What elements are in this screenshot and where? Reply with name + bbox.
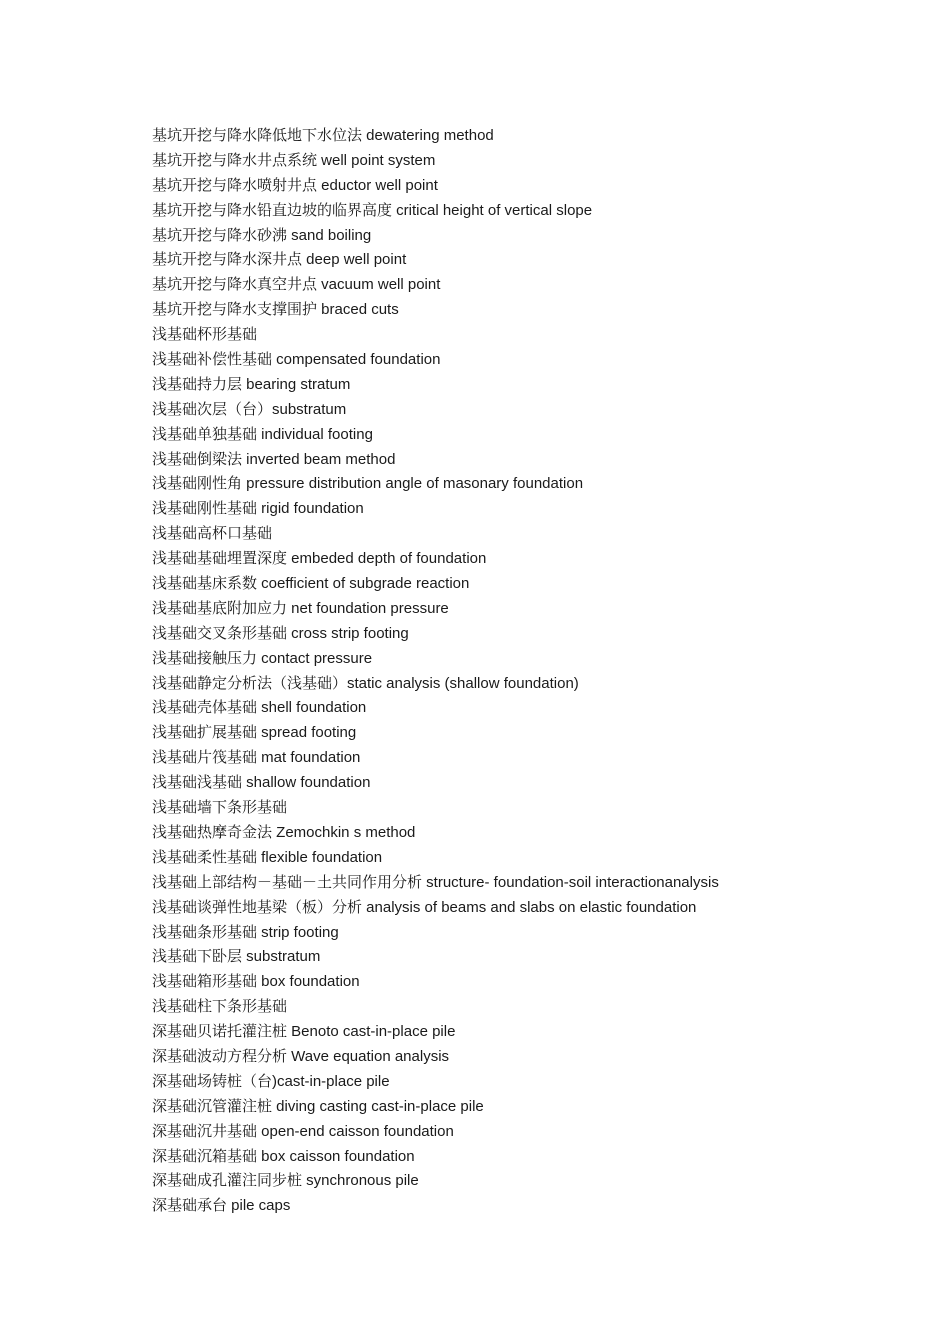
- glossary-entry: 浅基础谈弹性地基梁（板）分析 analysis of beams and slabs on elastic foundation: [152, 898, 697, 916]
- glossary-entry: 基坑开挖与降水井点系统 well point system: [152, 151, 436, 169]
- glossary-entry: 基坑开挖与降水支撑围护 braced cuts: [152, 301, 399, 319]
- glossary-entry: 浅基础壳体基础 shell foundation: [152, 699, 367, 717]
- glossary-entry: 深基础场铸桩（台)cast-in-place pile: [152, 1072, 390, 1090]
- glossary-entry: 浅基础基础埋置深度 embeded depth of foundation: [152, 550, 487, 568]
- glossary-entry: 深基础波动方程分析 Wave equation analysis: [152, 1047, 450, 1065]
- glossary-entry: 浅基础基床系数 coefficient of subgrade reaction: [152, 575, 470, 593]
- glossary-entry: 深基础承台 pile caps: [152, 1197, 291, 1215]
- glossary-entry: 浅基础柱下条形基础: [152, 998, 288, 1016]
- glossary-entry: 基坑开挖与降水真空井点 vacuum well point: [152, 276, 441, 294]
- glossary-entry: 浅基础墙下条形基础: [152, 799, 288, 817]
- glossary-entry: 浅基础静定分析法（浅基础）static analysis (shallow foundation): [152, 674, 579, 692]
- glossary-entry: 深基础成孔灌注同步桩 synchronous pile: [152, 1172, 419, 1190]
- glossary-entry: 浅基础高杯口基础: [152, 525, 273, 543]
- glossary-entry: 浅基础次层（台）substratum: [152, 400, 347, 418]
- glossary-entry: 浅基础杯形基础: [152, 326, 258, 344]
- glossary-entry: 浅基础持力层 bearing stratum: [152, 375, 351, 393]
- glossary-entry: 浅基础扩展基础 spread footing: [152, 724, 357, 742]
- glossary-entry: 浅基础刚性角 pressure distribution angle of masonary foundation: [152, 475, 584, 493]
- glossary-entry: 浅基础上部结构－基础－土共同作用分析 structure- foundation-soil interactionanalysis: [152, 873, 719, 891]
- glossary-entry: 浅基础基底附加应力 net foundation pressure: [152, 599, 449, 617]
- glossary-entry: 基坑开挖与降水喷射井点 eductor well point: [152, 176, 438, 194]
- glossary-entry: 浅基础片筏基础 mat foundation: [152, 749, 361, 767]
- glossary-entry: 浅基础浅基础 shallow foundation: [152, 774, 371, 792]
- glossary-entry: 浅基础条形基础 strip footing: [152, 923, 339, 941]
- glossary-entry: 深基础沉箱基础 box caisson foundation: [152, 1147, 415, 1165]
- glossary-entry: 浅基础刚性基础 rigid foundation: [152, 500, 364, 518]
- glossary-entry: 浅基础箱形基础 box foundation: [152, 973, 360, 991]
- glossary-entry: 浅基础倒梁法 inverted beam method: [152, 450, 396, 468]
- glossary-entry: 浅基础接触压力 contact pressure: [152, 649, 373, 667]
- glossary-entry: 浅基础柔性基础 flexible foundation: [152, 848, 383, 866]
- glossary-entry: 浅基础交叉条形基础 cross strip footing: [152, 624, 409, 642]
- glossary-entry: 深基础贝诺托灌注桩 Benoto cast-in-place pile: [152, 1023, 456, 1041]
- glossary-entry: 浅基础补偿性基础 compensated foundation: [152, 351, 441, 369]
- glossary-entry: 浅基础下卧层 substratum: [152, 948, 321, 966]
- glossary-entry: 基坑开挖与降水砂沸 sand boiling: [152, 226, 372, 244]
- glossary-entry: 基坑开挖与降水深井点 deep well point: [152, 251, 407, 269]
- glossary-entry: 浅基础单独基础 individual footing: [152, 425, 373, 443]
- glossary-entry: 基坑开挖与降水降低地下水位法 dewatering method: [152, 127, 494, 144]
- glossary-list: [152, 124, 912, 1219]
- glossary-entry: 浅基础热摩奇金法 Zemochkin s method: [152, 823, 416, 841]
- glossary-entry: 深基础沉井基础 open-end caisson foundation: [152, 1122, 454, 1140]
- glossary-entry: 基坑开挖与降水铅直边坡的临界高度 critical height of vertical slope: [152, 201, 593, 219]
- glossary-entry: 深基础沉管灌注桩 diving casting cast-in-place pile: [152, 1097, 484, 1115]
